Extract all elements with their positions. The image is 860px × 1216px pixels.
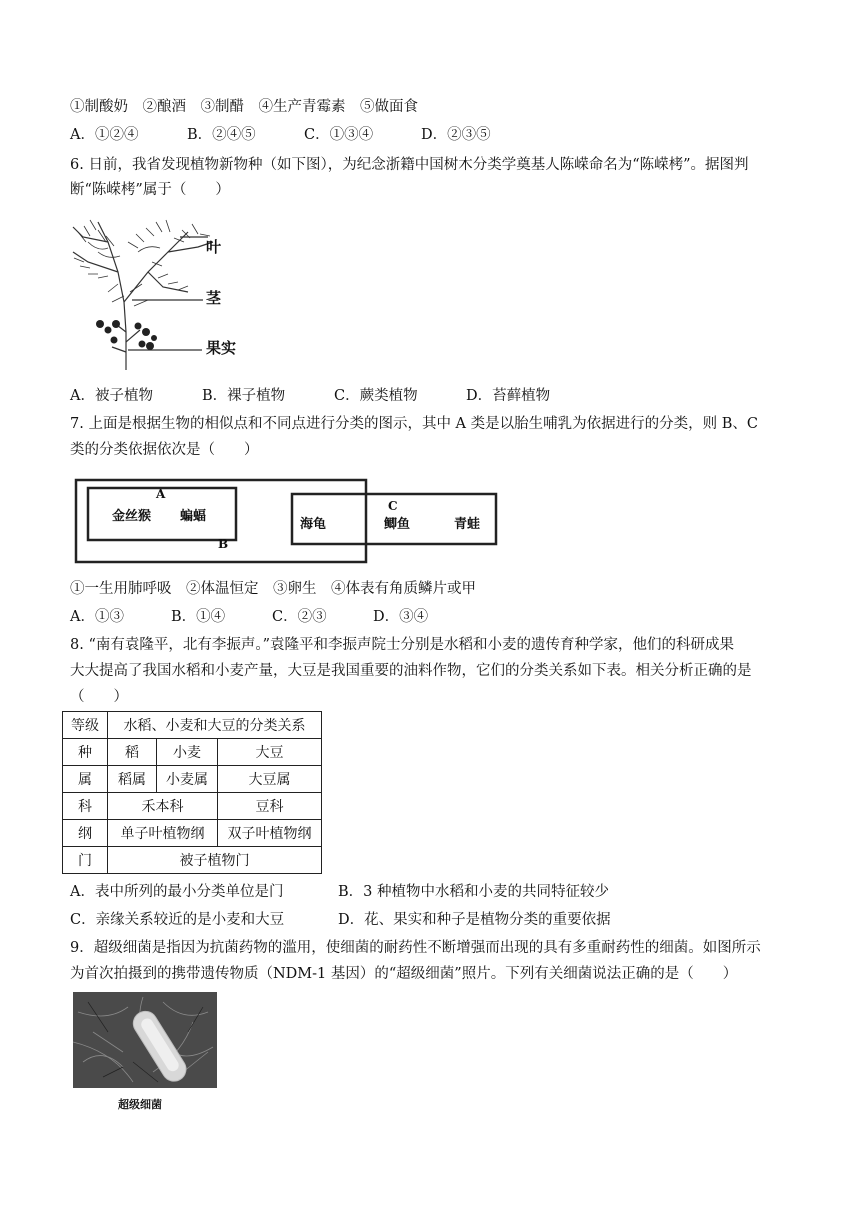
q9-stem-line1: 9．超级细菌是指因为抗菌药物的滥用，使细菌的耐药性不断增强而出现的具有多重耐药性的细菌。如图所示: [70, 940, 761, 956]
table-cell: 单子叶植物纲: [108, 820, 218, 847]
table-cell: 水稻、小麦和大豆的分类关系: [108, 712, 322, 739]
q6-option-c[interactable]: C．蕨类植物: [334, 388, 418, 404]
table-cell: 双子叶植物纲: [218, 820, 322, 847]
q7-stem-line1: 7. 上面是根据生物的相似点和不同点进行分类的图示，其中 A 类是以胎生哺乳为依据进行的分类，则 B、C: [70, 416, 758, 432]
bacteria-photo-caption: 超级细菌: [118, 1098, 162, 1111]
bacteria-photo: [73, 992, 217, 1104]
table-cell: 属: [63, 766, 108, 793]
q7-items: ①一生用肺呼吸 ②体温恒定 ③卵生 ④体表有角质鳞片或甲: [70, 581, 476, 597]
table-cell: 稻属: [108, 766, 157, 793]
q5-items: ①制酸奶 ②酿酒 ③制醋 ④生产青霉素 ⑤做面食: [70, 99, 418, 115]
plant-label-fruit: 果实: [206, 339, 237, 357]
table-row: [63, 847, 322, 874]
table-cell: 门: [63, 847, 108, 874]
q7-option-b[interactable]: B．①④: [171, 609, 226, 625]
animal-frog: 青蛙: [454, 517, 481, 532]
table-cell: 等级: [63, 712, 108, 739]
diagram-label-a: A: [156, 487, 166, 501]
q7-stem-line2: 类的分类依据依次是（ ）: [70, 442, 259, 458]
q8-option-c[interactable]: C．亲缘关系较近的是小麦和大豆: [70, 912, 285, 928]
q5-option-c[interactable]: C．①③④: [304, 127, 374, 143]
animal-bat: 蝙蝠: [180, 509, 207, 524]
q8-stem-line1: 8. “南有袁隆平，北有李振声。”袁隆平和李振声院士分别是水稻和小麦的遗传育种学家，他们的科研成果: [70, 637, 735, 653]
table-row: [63, 766, 322, 793]
table-row: [63, 820, 322, 847]
table-cell: 纲: [63, 820, 108, 847]
table-cell: 被子植物门: [108, 847, 322, 874]
q7-options: [70, 607, 428, 627]
animal-sea-turtle: 海龟: [300, 517, 327, 532]
table-cell: 豆科: [218, 793, 322, 820]
q5-options: [70, 125, 491, 145]
classification-table: [62, 711, 322, 874]
q8-stem-line2: 大大提高了我国水稻和小麦产量，大豆是我国重要的油料作物，它们的分类关系如下表。相关分析正确的是: [70, 663, 752, 679]
diagram-label-c: C: [388, 499, 398, 513]
table-row: [63, 739, 322, 766]
q8-option-d[interactable]: D．花、果实和种子是植物分类的重要依据: [338, 912, 611, 928]
table-cell: 小麦: [157, 739, 218, 766]
q6-stem-line1: 6. 日前，我省发现植物新物种（如下图），为纪念浙籍中国树木分类学奠基人陈嵘命名为“陈嵘栲”。据图判: [70, 157, 749, 173]
q9-stem-line2: 为首次拍摄到的携带遗传物质（NDM-1 基因）的“超级细菌”照片。下列有关细菌说法正确的是（ ）: [70, 966, 738, 982]
q8-stem-line3: （ ）: [70, 689, 128, 705]
q8-options-row2: [70, 910, 611, 930]
q6-option-b[interactable]: B．裸子植物: [202, 388, 286, 404]
table-row: [63, 793, 322, 820]
table-cell: 大豆: [218, 739, 322, 766]
q8-option-a[interactable]: A．表中所列的最小分类单位是门: [70, 884, 284, 900]
table-cell: 小麦属: [157, 766, 218, 793]
plant-label-leaf: 叶: [206, 238, 222, 256]
table-row: [63, 712, 322, 739]
table-cell: 种: [63, 739, 108, 766]
q5-option-a[interactable]: A．①②④: [70, 127, 139, 143]
table-cell: 稻: [108, 739, 157, 766]
q5-option-d[interactable]: D．②③⑤: [421, 127, 491, 143]
diagram-label-b: B: [218, 537, 229, 551]
q6-stem-line2: 断“陈嵘栲”属于（ ）: [70, 182, 230, 198]
q5-option-b[interactable]: B．②④⑤: [187, 127, 256, 143]
table-cell: 大豆属: [218, 766, 322, 793]
animal-crucian-carp: 鲫鱼: [384, 517, 411, 532]
table-cell: 科: [63, 793, 108, 820]
q8-options-row1: [70, 882, 609, 902]
q7-option-a[interactable]: A．①③: [70, 609, 124, 625]
q7-option-d[interactable]: D．③④: [373, 609, 429, 625]
q6-options: [70, 386, 550, 406]
table-cell: 禾本科: [108, 793, 218, 820]
q8-option-b[interactable]: B．3 种植物中水稻和小麦的共同特征较少: [338, 884, 609, 900]
q6-option-d[interactable]: D．苔藓植物: [466, 388, 551, 404]
q6-option-a[interactable]: A．被子植物: [70, 388, 153, 404]
plant-label-stem: 茎: [206, 289, 222, 307]
animal-golden-monkey: 金丝猴: [112, 509, 152, 524]
q7-option-c[interactable]: C．②③: [272, 609, 327, 625]
